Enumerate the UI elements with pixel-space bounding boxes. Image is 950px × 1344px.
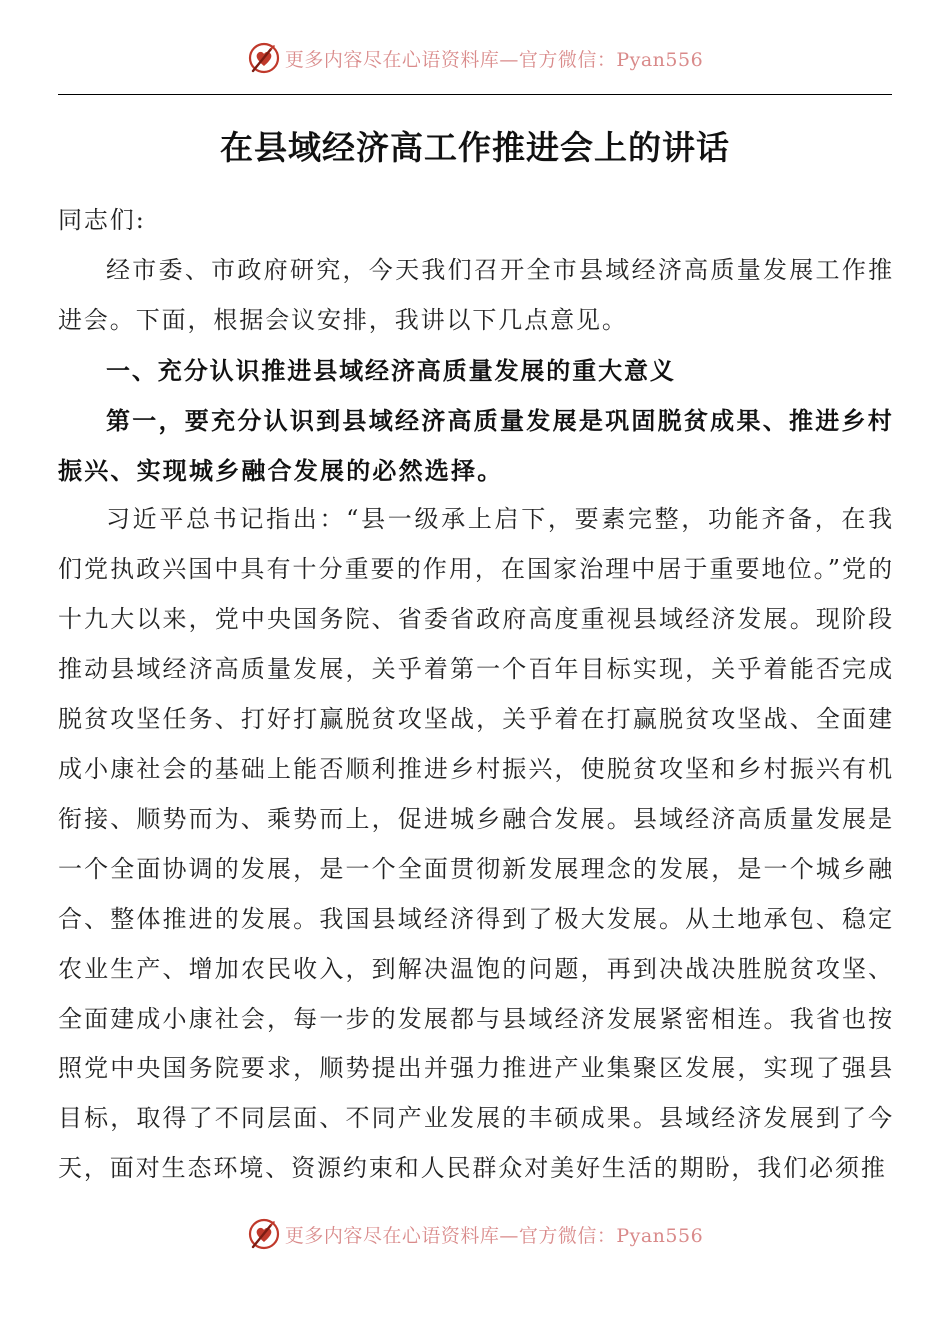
heart-pen-logo-icon (247, 1217, 281, 1251)
intro-paragraph: 经市委、市政府研究，今天我们召开全市县域经济高质量发展工作推进会。下面，根据会议安排，我讲以下几点意见。 (58, 255, 894, 334)
watermark-text: 更多内容尽在心语资料库—官方微信：Pyan556 (284, 48, 704, 71)
header-divider (58, 94, 892, 95)
watermark-text: 更多内容尽在心语资料库—官方微信：Pyan556 (284, 1224, 704, 1247)
section-heading: 一、充分认识推进县域经济高质量发展的重大意义 (106, 355, 676, 385)
document-body (58, 196, 894, 1194)
point-heading: 第一，要充分认识到县域经济高质量发展是巩固脱贫成果、推进乡村振兴、实现城乡融合发展的必然选择。 (58, 405, 894, 485)
footer-watermark-banner (0, 1214, 950, 1254)
document-title: 在县域经济高工作推进会上的讲话 (220, 128, 730, 167)
header-watermark-banner (0, 38, 950, 78)
heart-pen-logo-icon (247, 41, 281, 75)
salutation: 同志们: (58, 206, 146, 234)
body-paragraph: 习近平总书记指出：“县一级承上启下，要素完整，功能齐备，在我们党执政兴国中具有十分重要的作用，在国家治理中居于重要地位。”党的十九大以来，党中央国务院、省委省政府高度重视县域经济发展。现阶段推动县域经济高质量发展，关乎着第一个百年目标实现，关乎着能否完成脱贫攻坚任务、打好打赢脱贫攻坚战，关乎着在打赢脱贫攻坚战、全面建成小康社会的基础上能否顺利推进乡村振兴，使脱贫攻坚和乡村振兴有机衔接、顺势而为、乘势而上，促进城乡融合发展。县域经济高质量发展是一个全面协调的发展，是一个全面贯彻新发展理念的发展，是一个城乡融合、整体推进的发展。我国县域经济得到了极大发展。从土地承包、稳定农业生产、增加农民收入，到解决温饱的问题，再到决战决胜脱贫攻坚、全面建成小康社会，每一步的发展都与县域经济发展紧密相连。我省也按照党中央国务院要求，顺势提出并强力推进产业集聚区发展，实现了强县目标，取得了不同层面、不同产业发展的丰硕成果。县域经济发展到了今天，面对生态环境、资源约束和人民群众对美好生活的期盼，我们必须推 (58, 505, 894, 1183)
